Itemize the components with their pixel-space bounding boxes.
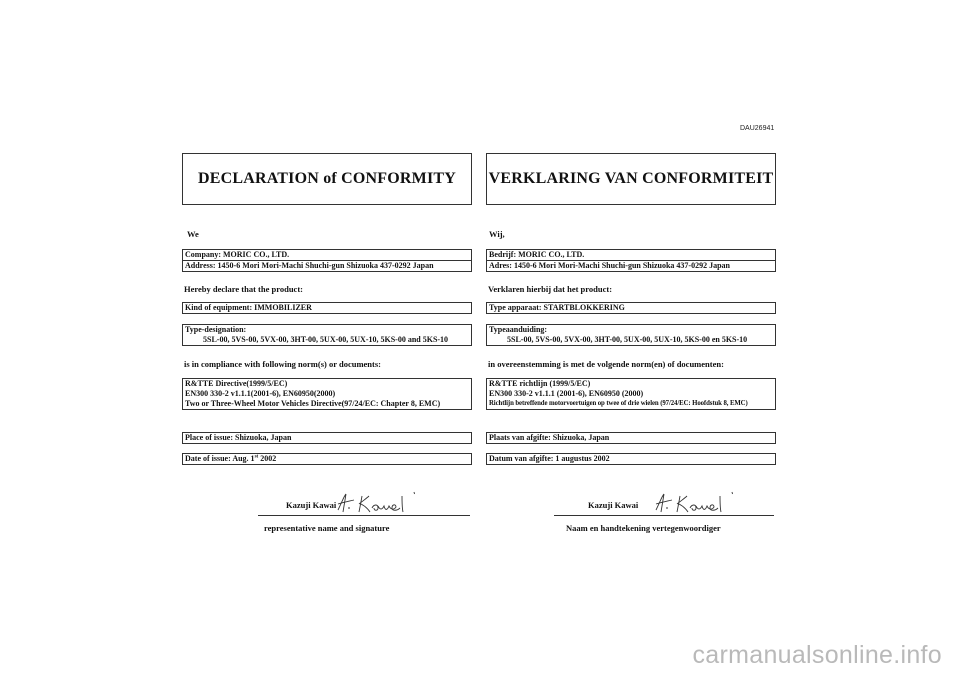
place-of-issue: Plaats van afgifte: Shizuoka, Japan xyxy=(489,433,610,442)
company-name: Bedrijf: MORIC CO., LTD. xyxy=(489,250,585,259)
date-of-issue-year: 2002 xyxy=(258,454,277,463)
norm-line-2: EN300 330-2 v1.1.1 (2001-6), EN60950 (2000) xyxy=(489,389,644,398)
compliance-label: in overeenstemming is met de volgende norm(en) of documenten: xyxy=(488,359,724,369)
declaration-dutch xyxy=(486,153,776,533)
equipment-field xyxy=(486,302,776,314)
company-field xyxy=(182,249,472,272)
norms-field xyxy=(486,378,776,410)
site-watermark: carmanualsonline.info xyxy=(692,641,942,669)
company-address: Address: 1450-6 Mori Mori-Machi Shuchi-gun Shizuoka 437-0292 Japan xyxy=(183,260,471,271)
place-of-issue-field xyxy=(182,432,472,444)
we-label: Wij, xyxy=(489,229,505,239)
handwritten-signature xyxy=(334,490,424,516)
signature-line xyxy=(554,515,774,516)
hereby-declare-label: Hereby declare that the product: xyxy=(184,284,303,294)
signature-caption: Naam en handtekening vertegenwoordiger xyxy=(566,523,721,533)
norm-line-3: Two or Three-Wheel Motor Vehicles Directive(97/24/EC: Chapter 8, EMC) xyxy=(185,399,441,408)
date-of-issue-field xyxy=(486,453,776,465)
type-designation-value: 5SL-00, 5VS-00, 5VX-00, 3HT-00, 5UX-00, 5UX-10, 5KS-00 en 5KS-10 xyxy=(507,335,748,344)
date-of-issue xyxy=(183,454,471,464)
hereby-declare-label: Verklaren hierbij dat het product: xyxy=(488,284,613,294)
type-designation-field xyxy=(182,324,472,346)
type-designation-label: Typeaanduiding: xyxy=(489,325,548,334)
declaration-english xyxy=(182,153,472,533)
company-address: Adres: 1450-6 Mori Mori-Machi Shuchi-gun Shizuoka 437-0292 Japan xyxy=(487,260,775,271)
company-name: Company: MORIC CO., LTD. xyxy=(185,250,290,259)
type-designation-label: Type-designation: xyxy=(185,325,247,334)
declaration-title: VERKLARING VAN CONFORMITEIT xyxy=(486,153,776,205)
date-of-issue-text: Date of issue: Aug. 1 xyxy=(185,454,255,463)
we-label: We xyxy=(187,229,199,239)
norm-line-1: R&TTE Directive(1999/5/EC) xyxy=(185,379,288,388)
place-of-issue: Place of issue: Shizuoka, Japan xyxy=(185,433,292,442)
equipment-kind: Kind of equipment: IMMOBILIZER xyxy=(185,303,312,312)
signer-name: Kazuji Kawai xyxy=(588,500,639,510)
compliance-label: is in compliance with following norm(s) or documents: xyxy=(184,359,381,369)
type-designation-field xyxy=(486,324,776,346)
norm-line-2: EN300 330-2 v1.1.1(2001-6), EN60950(2000) xyxy=(185,389,336,398)
equipment-kind: Type apparaat: STARTBLOKKERING xyxy=(489,303,625,312)
norms-field xyxy=(182,378,472,410)
signer-name: Kazuji Kawai xyxy=(286,500,337,510)
company-field xyxy=(486,249,776,272)
date-of-issue: Datum van afgifte: 1 augustus 2002 xyxy=(489,454,610,463)
signature-line xyxy=(258,515,470,516)
date-of-issue-field xyxy=(182,453,472,465)
place-of-issue-field xyxy=(486,432,776,444)
norm-line-3: Richtlijn betreffende motorvoertuigen op twee of drie wielen (97/24/EC: Hoofdstuk 8, EMC) xyxy=(489,400,748,407)
norm-line-1: R&TTE richtlijn (1999/5/EC) xyxy=(489,379,591,388)
date-ordinal: st xyxy=(254,454,259,460)
signature-caption: representative name and signature xyxy=(264,523,390,533)
handwritten-signature xyxy=(652,490,742,516)
equipment-field xyxy=(182,302,472,314)
document-code: DAU26941 xyxy=(740,125,775,132)
declaration-title: DECLARATION of CONFORMITY xyxy=(182,153,472,205)
type-designation-value: 5SL-00, 5VS-00, 5VX-00, 3HT-00, 5UX-00, 5UX-10, 5KS-00 and 5KS-10 xyxy=(203,335,449,344)
